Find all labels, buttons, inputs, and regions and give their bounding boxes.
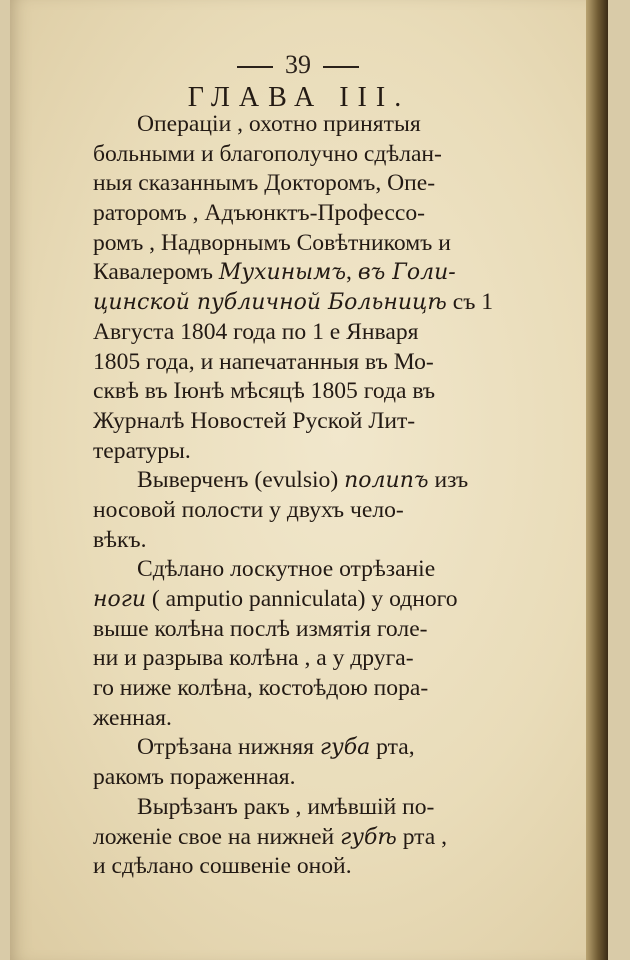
text-line xyxy=(93,258,565,288)
paragraph xyxy=(93,466,565,555)
text-line xyxy=(93,348,565,378)
italic-term: губа xyxy=(319,735,371,761)
text-line xyxy=(93,199,565,229)
text-line xyxy=(93,555,565,585)
header-dash-left xyxy=(237,66,273,68)
italic-term: полипъ xyxy=(344,468,429,494)
text-run: женная. xyxy=(93,704,172,731)
text-run: Операціи , охотно принятыя xyxy=(137,111,421,137)
body-text xyxy=(93,110,565,882)
italic-term: цинской публичной Больницѣ xyxy=(93,290,447,316)
text-run: рта, xyxy=(370,734,415,761)
italic-term: Мухинымъ xyxy=(218,260,347,286)
text-line xyxy=(93,615,565,645)
text-run: сквѣ въ Іюнѣ мѣсяцѣ 1805 года въ xyxy=(93,378,436,405)
italic-term: ноги xyxy=(93,587,147,612)
page-header xyxy=(10,50,586,80)
text-run: ромъ , Надворнымъ Совѣтникомъ и xyxy=(93,229,451,256)
paragraph xyxy=(93,733,565,792)
text-run: ложеніе свое на нижней xyxy=(93,823,341,850)
text-run: больными и благополучно сдѣлан- xyxy=(93,140,442,167)
book-spine xyxy=(586,0,608,960)
text-run: 1805 года, и напечатанныя въ Мо- xyxy=(93,348,434,375)
text-run: ни и разрыва колѣна , а у друга- xyxy=(93,645,414,672)
text-run: Выверченъ (evulsio) xyxy=(137,467,345,494)
text-line xyxy=(93,169,565,199)
text-line xyxy=(93,140,565,170)
text-line xyxy=(93,852,565,882)
book-page xyxy=(10,0,608,960)
text-run: и сдѣлано сошвеніе оной. xyxy=(93,853,352,880)
paragraph xyxy=(93,793,565,882)
text-run: ( amputio panniculata) у одного xyxy=(146,586,458,612)
page-number: 39 xyxy=(285,50,311,79)
text-line xyxy=(93,407,565,437)
text-run: выше колѣна послѣ измятія голе- xyxy=(93,615,428,642)
paragraph xyxy=(93,110,565,466)
text-run: вѣкъ. xyxy=(93,526,147,553)
text-line xyxy=(93,437,565,467)
italic-term: въ Голи- xyxy=(357,260,456,286)
paragraph xyxy=(93,555,565,733)
text-line xyxy=(93,229,565,259)
text-line xyxy=(93,674,565,704)
text-run: тературы. xyxy=(93,437,191,464)
text-run: носовой полости у двухъ чело- xyxy=(93,496,404,523)
text-line xyxy=(93,585,565,615)
text-line xyxy=(93,823,565,853)
text-line xyxy=(93,466,565,496)
text-run: ракомъ пораженная. xyxy=(93,764,296,791)
text-line xyxy=(93,526,565,556)
text-line xyxy=(93,318,565,348)
text-run: Кавалеромъ xyxy=(93,259,219,286)
text-run: раторомъ , Адъюнктъ-Профессо- xyxy=(93,200,426,227)
text-run: го ниже колѣна, костоѣдою пора- xyxy=(93,675,429,702)
text-run: ныя сказаннымъ Докторомъ, Опе- xyxy=(93,170,436,197)
header-dash-right xyxy=(323,66,359,68)
text-run: Сдѣлано лоскутное отрѣзаніе xyxy=(137,556,436,583)
chapter-title: ГЛАВА III. xyxy=(187,82,411,113)
text-run: изъ xyxy=(428,467,469,494)
text-run: Августа 1804 года по 1 е Января xyxy=(93,318,419,345)
text-line xyxy=(93,733,565,763)
text-run: рта , xyxy=(396,823,448,850)
text-run: Отрѣзана нижняя xyxy=(137,734,320,761)
text-line xyxy=(93,496,565,526)
text-run: Журналѣ Новостей Руской Лит- xyxy=(93,407,416,434)
text-line xyxy=(93,704,565,734)
text-run: Вырѣзанъ ракъ , имѣвшій по- xyxy=(137,793,435,820)
text-line xyxy=(93,763,565,793)
text-line xyxy=(93,644,565,674)
text-line xyxy=(93,110,565,140)
text-run: , xyxy=(346,259,358,286)
italic-term: губѣ xyxy=(340,824,397,850)
text-line xyxy=(93,288,565,318)
text-line xyxy=(93,377,565,407)
text-run: съ 1 xyxy=(446,289,494,316)
text-line xyxy=(93,793,565,823)
